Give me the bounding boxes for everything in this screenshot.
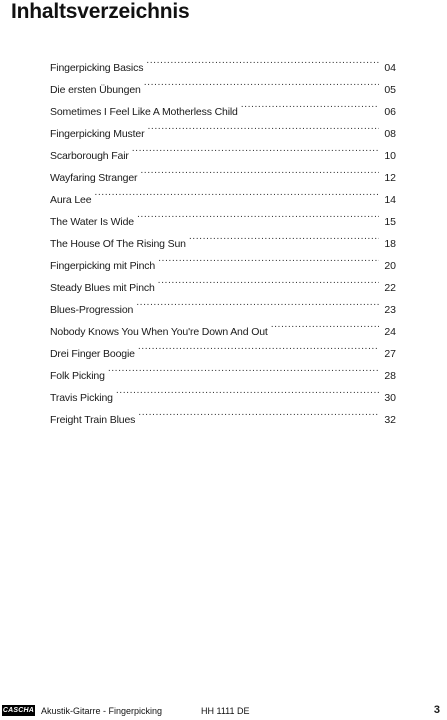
dot-leader bbox=[147, 115, 379, 137]
dot-leader bbox=[144, 71, 379, 93]
toc-entry-title: The House Of The Rising Sun bbox=[50, 238, 186, 250]
toc-entry-page: 28 bbox=[384, 370, 396, 382]
toc-entry-title: Steady Blues mit Pinch bbox=[50, 282, 155, 294]
footer-product-code: HH 1111 DE bbox=[201, 706, 250, 716]
toc-entry-page: 24 bbox=[384, 326, 396, 338]
publisher-logo: CASCHA bbox=[2, 707, 35, 714]
toc-entry-title: Folk Picking bbox=[50, 370, 105, 382]
dot-leader bbox=[132, 137, 379, 159]
toc-entry bbox=[50, 181, 396, 206]
dot-leader bbox=[137, 203, 379, 225]
toc-entry-title: Sometimes I Feel Like A Motherless Child bbox=[50, 106, 238, 118]
toc-entry-page: 23 bbox=[384, 304, 396, 316]
toc-entry-title: Freight Train Blues bbox=[50, 414, 136, 426]
dot-leader bbox=[189, 225, 379, 247]
toc-entry-title: Fingerpicking Basics bbox=[50, 62, 144, 74]
toc-entry-page: 30 bbox=[384, 392, 396, 404]
toc-entry-page: 18 bbox=[384, 238, 396, 250]
dot-leader bbox=[108, 357, 379, 379]
toc-entry-page: 12 bbox=[384, 172, 396, 184]
toc-entry-page: 04 bbox=[384, 62, 396, 74]
dot-leader bbox=[158, 269, 379, 291]
toc-entry-title: Travis Picking bbox=[50, 392, 113, 404]
dot-leader bbox=[140, 159, 379, 181]
dot-leader bbox=[158, 247, 379, 269]
page-footer bbox=[0, 704, 447, 720]
dot-leader bbox=[146, 49, 379, 71]
toc-entry-page: 14 bbox=[384, 194, 396, 206]
toc-entry-page: 10 bbox=[384, 150, 396, 162]
dot-leader bbox=[271, 313, 379, 335]
dot-leader bbox=[138, 401, 379, 423]
dot-leader bbox=[241, 93, 379, 115]
toc-entry-title: Scarborough Fair bbox=[50, 150, 129, 162]
toc-entry-page: 22 bbox=[384, 282, 396, 294]
toc-entry-title: The Water Is Wide bbox=[50, 216, 134, 228]
toc-entry bbox=[50, 203, 396, 228]
toc-entry-title: Die ersten Übungen bbox=[50, 84, 141, 96]
page-title: Inhaltsverzeichnis bbox=[11, 0, 190, 23]
dot-leader bbox=[136, 291, 379, 313]
toc-entry-title: Blues-Progression bbox=[50, 304, 134, 316]
table-of-contents bbox=[50, 49, 396, 426]
toc-entry-page: 20 bbox=[384, 260, 396, 272]
dot-leader bbox=[94, 181, 379, 203]
toc-entry-page: 32 bbox=[384, 414, 396, 426]
toc-entry-page: 15 bbox=[384, 216, 396, 228]
dot-leader bbox=[138, 335, 379, 357]
toc-entry-title: Fingerpicking mit Pinch bbox=[50, 260, 156, 272]
toc-entry-page: 06 bbox=[384, 106, 396, 118]
footer-book-title: Akustik-Gitarre - Fingerpicking bbox=[41, 706, 163, 716]
dot-leader bbox=[116, 379, 379, 401]
toc-entry-title: Fingerpicking Muster bbox=[50, 128, 145, 140]
page-number: 3 bbox=[433, 704, 440, 716]
toc-entry-page: 27 bbox=[384, 348, 396, 360]
toc-entry-title: Nobody Knows You When You're Down And Out bbox=[50, 326, 268, 338]
toc-entry-title: Drei Finger Boogie bbox=[50, 348, 135, 360]
toc-entry-page: 08 bbox=[384, 128, 396, 140]
toc-entry-page: 05 bbox=[384, 84, 396, 96]
toc-entry-title: Wayfaring Stranger bbox=[50, 172, 138, 184]
toc-entry-title: Aura Lee bbox=[50, 194, 92, 206]
toc-entry bbox=[50, 49, 396, 74]
